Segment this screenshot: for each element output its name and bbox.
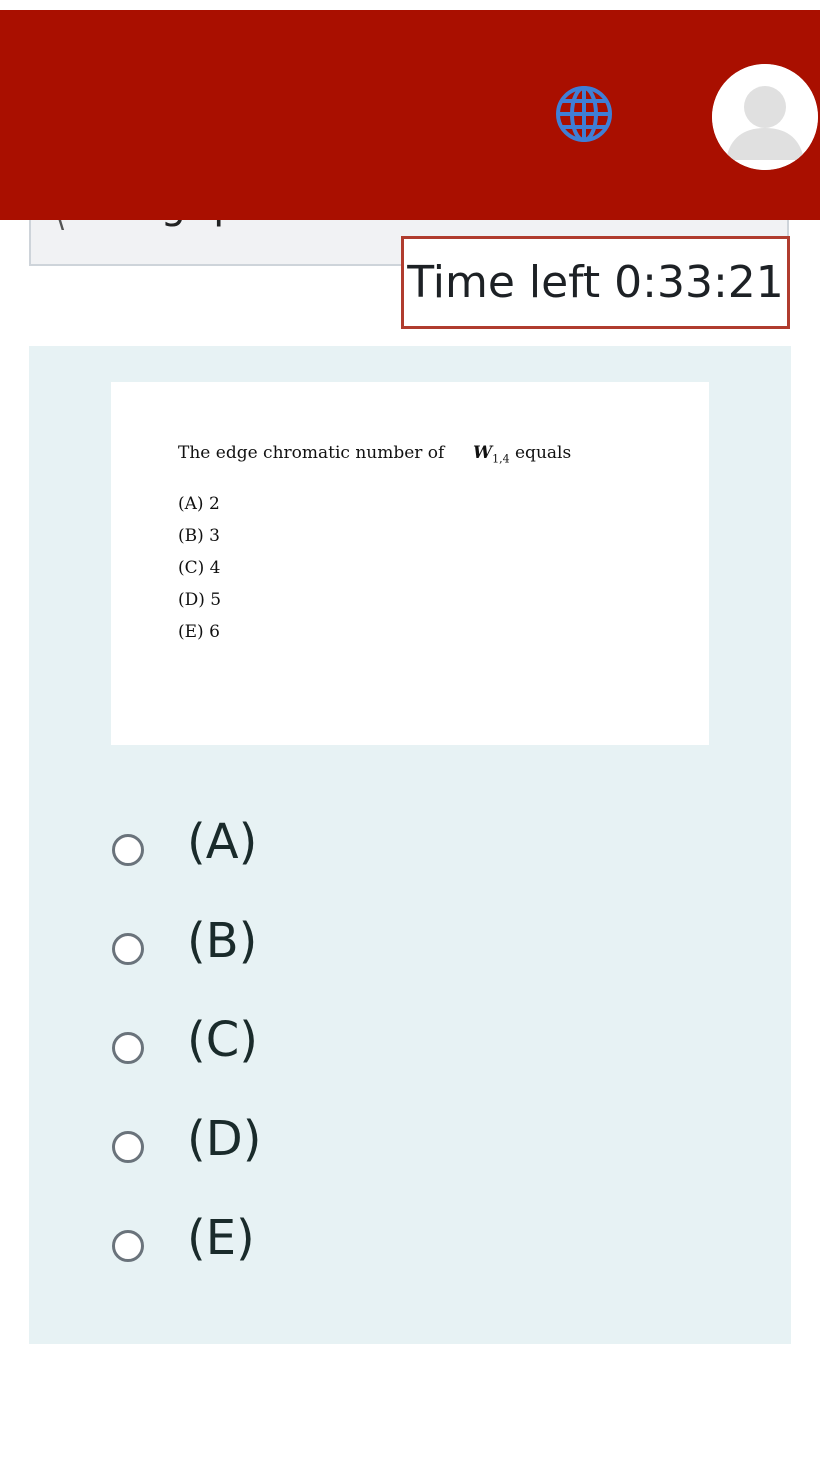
time-left-text: Time left 0:33:21 bbox=[407, 257, 784, 308]
question-math: $W_{1,4}$ equals bbox=[473, 443, 572, 466]
radio-button[interactable] bbox=[112, 1230, 144, 1262]
answer-option-e[interactable] bbox=[112, 1208, 412, 1268]
question-choice: (C) 4 bbox=[178, 558, 221, 578]
radio-button[interactable] bbox=[112, 834, 144, 866]
question-choice: (B) 3 bbox=[178, 526, 220, 546]
question-stem: The edge chromatic number of bbox=[178, 443, 445, 463]
answer-option-b[interactable] bbox=[112, 911, 412, 971]
answer-option-a[interactable] bbox=[112, 812, 412, 872]
answer-label[interactable]: (B) bbox=[187, 913, 258, 969]
answer-label[interactable]: (A) bbox=[187, 814, 258, 870]
answer-label[interactable]: (C) bbox=[187, 1012, 258, 1068]
top-navbar bbox=[0, 10, 820, 220]
globe-icon[interactable] bbox=[554, 84, 614, 144]
time-left-box bbox=[401, 236, 790, 329]
user-avatar-icon[interactable] bbox=[712, 64, 818, 170]
answer-label[interactable]: (D) bbox=[187, 1111, 262, 1167]
answer-option-c[interactable] bbox=[112, 1010, 412, 1070]
radio-button[interactable] bbox=[112, 933, 144, 965]
radio-button[interactable] bbox=[112, 1131, 144, 1163]
question-choice: (A) 2 bbox=[178, 494, 220, 514]
answer-label[interactable]: (E) bbox=[187, 1210, 255, 1266]
answer-option-d[interactable] bbox=[112, 1109, 412, 1169]
question-choice: (D) 5 bbox=[178, 590, 222, 610]
radio-button[interactable] bbox=[112, 1032, 144, 1064]
question-choice: (E) 6 bbox=[178, 622, 220, 642]
